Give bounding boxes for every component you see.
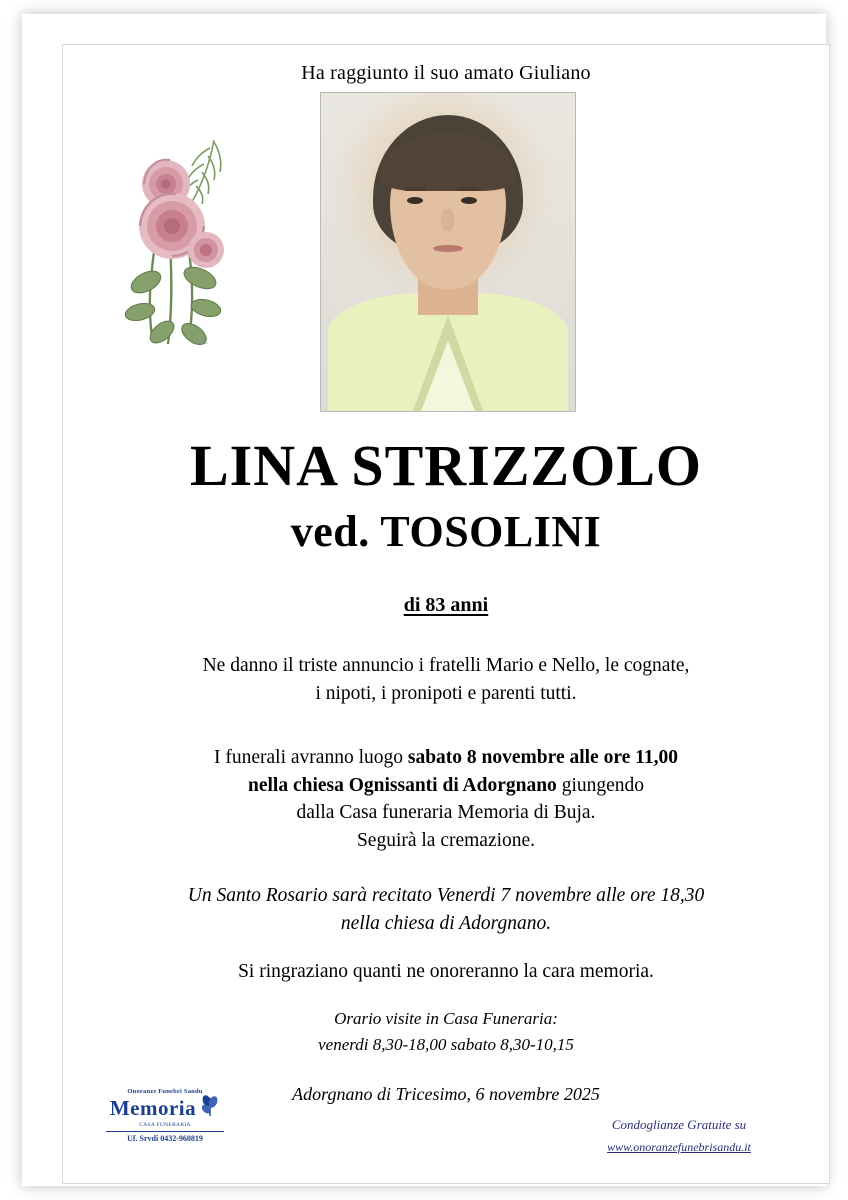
announcement-line-2: i nipoti, i pronipoti e parenti tutti.	[315, 682, 577, 704]
funeral-line-1	[62, 744, 830, 772]
funeral-line-2-bold: nella chiesa Ognissanti di Adorgnano	[247, 774, 557, 796]
logo-brand-name: Memoria	[109, 1096, 197, 1120]
rosary-line-2: nella chiesa di Adorgnano.	[340, 912, 552, 934]
card-content	[62, 44, 830, 1184]
roses-decoration-icon	[110, 122, 250, 362]
funeral-line-4: Seguirà la cremazione.	[356, 830, 536, 852]
condolences-label: Condoglianze Gratuite su	[611, 1116, 747, 1132]
visiting-hours-value: venerdi 8,30-18,00 sabato 8,30-10,15	[318, 1034, 574, 1054]
portrait-brow-right	[457, 187, 479, 191]
funeral-home-logo	[90, 1088, 240, 1162]
portrait-brow-left	[404, 187, 426, 191]
funeral-line-3: dalla Casa funeraria Memoria di Buja.	[296, 802, 596, 824]
deceased-name-line2: ved. TOSOLINI	[290, 507, 602, 556]
announcement-line-1: Ne danno il triste annuncio i fratelli Mario e Nello, le cognate,	[202, 655, 690, 676]
condolences-link[interactable]: www.onoranzefunebrisandu.it	[607, 1139, 751, 1154]
logo-divider	[106, 1131, 224, 1132]
rosary-block	[62, 882, 830, 937]
portrait-eye-left	[407, 197, 423, 204]
funeral-line-1-pre: I funerali avranno luogo	[214, 747, 408, 768]
thanks-block	[62, 958, 830, 986]
portrait-mouth	[433, 245, 463, 252]
portrait-photo	[320, 92, 576, 412]
thanks-line-1: Si ringraziano quanti ne onoreranno la cara memoria.	[238, 961, 654, 982]
memorial-card	[22, 14, 826, 1186]
visiting-hours-title: Orario visite in Casa Funeraria:	[334, 1009, 558, 1028]
condolences-block	[554, 1114, 804, 1158]
logo-top-text: Onoranze Funebri Sandu	[127, 1088, 203, 1095]
deceased-age: di 83 anni	[403, 594, 489, 616]
portrait-nose	[441, 209, 454, 231]
funeral-line-2	[62, 772, 830, 800]
funeral-block	[62, 744, 830, 855]
place-and-date: Adorgnano di Tricesimo, 6 novembre 2025	[292, 1084, 600, 1104]
announcement-block	[62, 652, 830, 707]
header-top-line: Ha raggiunto il suo amato Giuliano	[301, 62, 591, 84]
logo-subtitle: CASA FUNERARIA	[139, 1122, 191, 1128]
logo-phone: Uf. Srvdi 0432-960819	[127, 1134, 203, 1143]
funeral-line-1-bold: sabato 8 novembre alle ore 11,00	[407, 747, 678, 768]
rosary-line-1: Un Santo Rosario sarà recitato Venerdi 7 novembre alle ore 18,30	[187, 885, 705, 906]
logo-flower-icon	[200, 1095, 220, 1122]
logo-main-row	[90, 1095, 240, 1122]
svg-text:M.L.: M.L.	[192, 337, 208, 346]
portrait-eye-right	[461, 197, 477, 204]
portrait-image	[321, 93, 575, 411]
visiting-hours-block	[62, 1006, 830, 1057]
deceased-name-line1: LINA STRIZZOLO	[189, 433, 702, 498]
funeral-line-2-post: giungendo	[556, 774, 645, 796]
